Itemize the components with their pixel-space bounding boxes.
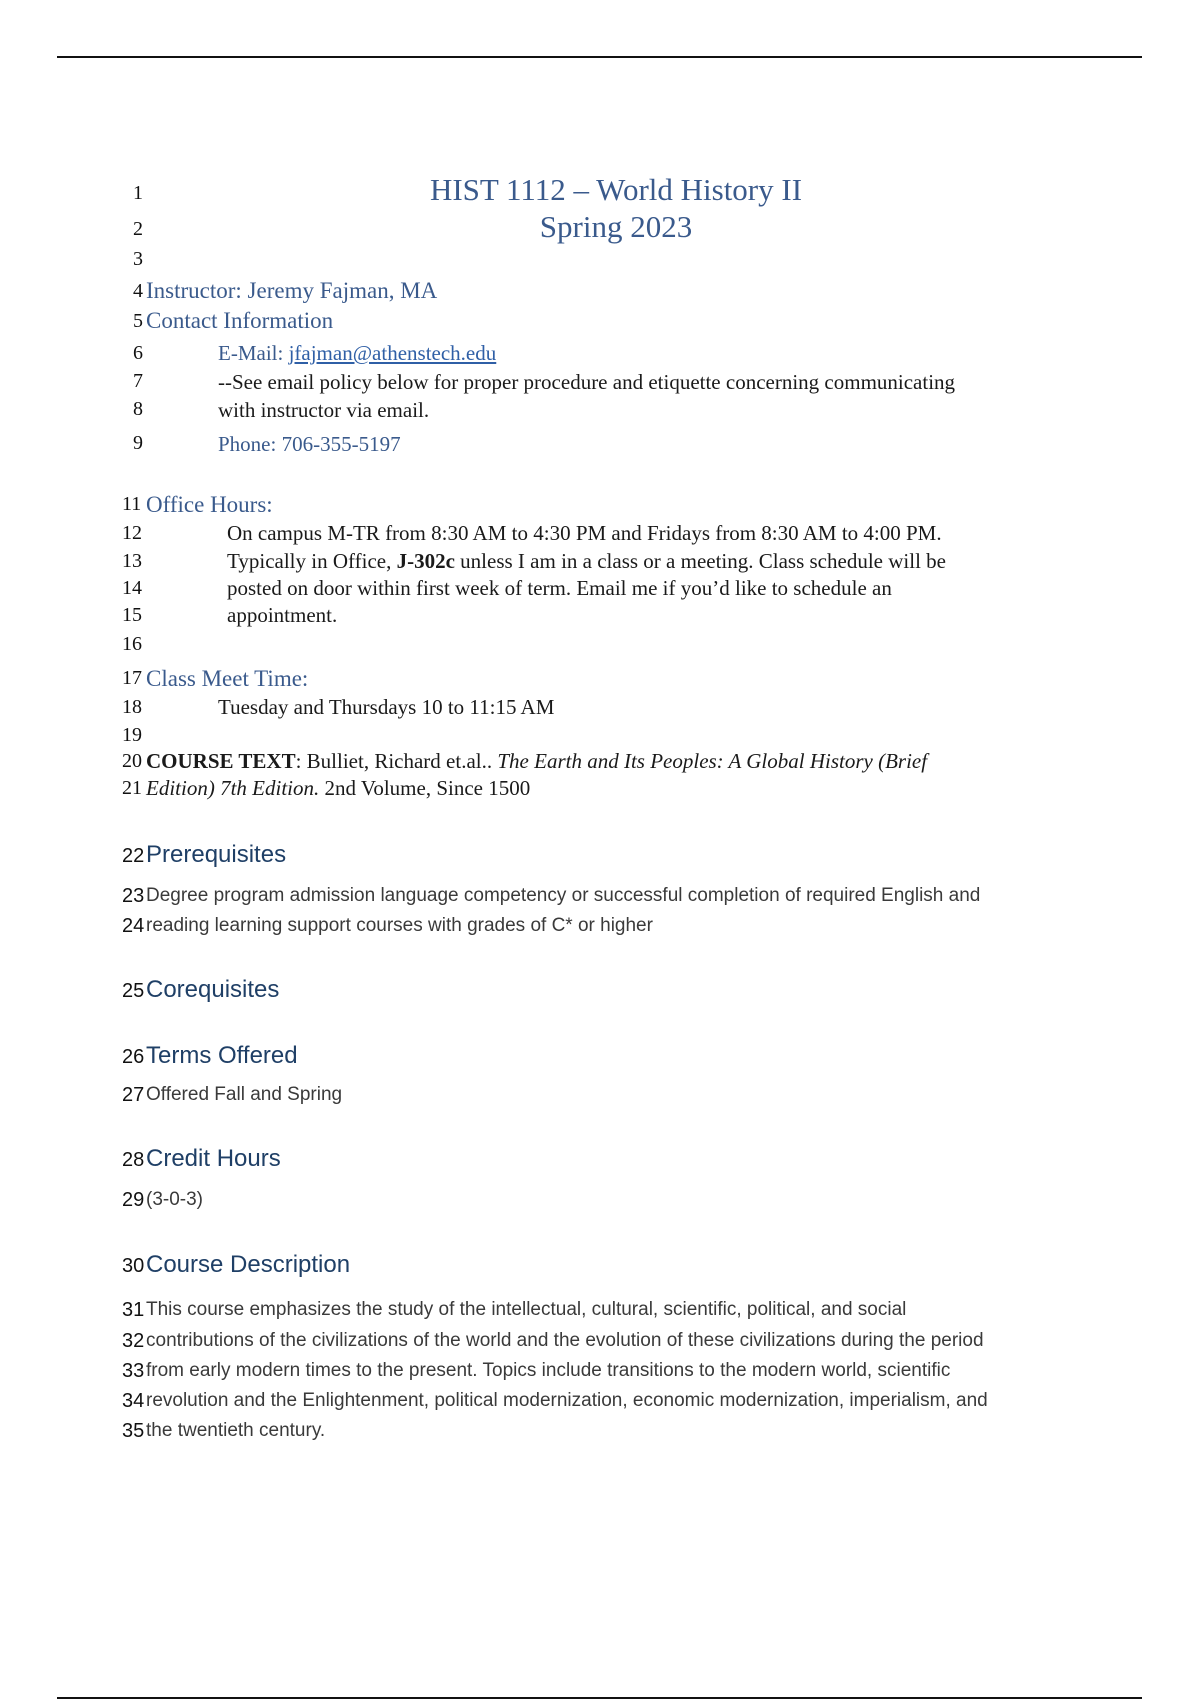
office-hours-heading: Office Hours: xyxy=(146,492,273,517)
course-description-heading: Course Description xyxy=(146,1251,351,1278)
line-number: 7 xyxy=(133,370,143,392)
line-number: 21 xyxy=(122,777,142,799)
bottom-rule xyxy=(57,1697,1142,1699)
email-note: --See email policy below for proper procedure and etiquette concerning communicating xyxy=(218,370,956,394)
line-number: 17 xyxy=(122,667,142,689)
office-hours-text: posted on door within first week of term. Email me if you’d like to schedule an xyxy=(227,576,892,600)
line-number: 15 xyxy=(122,604,142,626)
course-description-text: the twentieth century. xyxy=(146,1420,326,1441)
office-room: J-302c xyxy=(396,549,455,573)
terms-offered-heading: Terms Offered xyxy=(146,1042,298,1069)
course-description-text: from early modern times to the present. Topics include transitions to the modern world, scientific xyxy=(146,1360,951,1381)
line-number: 9 xyxy=(133,432,143,454)
line-number: 1 xyxy=(133,182,143,204)
corequisites-heading: Corequisites xyxy=(146,976,280,1003)
line-number: 28 xyxy=(122,1149,145,1171)
contact-heading: Contact Information xyxy=(146,308,334,333)
page-title: HIST 1112 – World History II xyxy=(429,172,803,207)
course-description-text: contributions of the civilizations of the world and the evolution of these civilizations during the period xyxy=(146,1330,984,1351)
line-number: 30 xyxy=(122,1255,145,1277)
line-number: 11 xyxy=(122,493,142,515)
course-description-text: This course emphasizes the study of the intellectual, cultural, scientific, political, and social xyxy=(146,1299,907,1320)
top-rule xyxy=(57,56,1142,58)
line-number: 23 xyxy=(122,885,145,907)
credit-hours-text: (3-0-3) xyxy=(146,1189,204,1210)
line-number: 20 xyxy=(122,750,142,772)
class-meet-heading: Class Meet Time: xyxy=(146,666,309,691)
terms-offered-text: Offered Fall and Spring xyxy=(146,1084,343,1105)
line-number: 5 xyxy=(133,310,143,332)
line-number: 35 xyxy=(122,1420,145,1442)
line-number: 19 xyxy=(122,724,142,746)
line-number: 26 xyxy=(122,1046,145,1068)
course-text-label: COURSE TEXT xyxy=(146,749,296,773)
office-hours-text: On campus M-TR from 8:30 AM to 4:30 PM and Fridays from 8:30 AM to 4:00 PM. xyxy=(227,521,942,545)
email-note: with instructor via email. xyxy=(218,398,430,422)
email-row xyxy=(218,343,496,364)
instructor-line: Instructor: Jeremy Fajman, MA xyxy=(146,278,438,303)
line-number: 16 xyxy=(122,633,142,655)
course-text-line xyxy=(146,778,530,799)
line-number: 29 xyxy=(122,1189,145,1211)
email-label: E-Mail: xyxy=(218,341,284,365)
line-number: 13 xyxy=(122,550,142,572)
line-number: 24 xyxy=(122,915,145,937)
office-hours-text: appointment. xyxy=(227,603,338,627)
office-hours-text: Typically in Office, J-302c unless I am in a class or a meeting. Class schedule will be xyxy=(227,549,946,573)
line-number: 3 xyxy=(133,248,143,270)
phone-number: 706-355-5197 xyxy=(281,432,401,456)
line-number: 34 xyxy=(122,1390,145,1412)
book-edition: Edition) 7th Edition. xyxy=(146,776,320,800)
line-number: 4 xyxy=(133,280,143,302)
page-subtitle: Spring 2023 xyxy=(539,209,693,244)
line-number: 33 xyxy=(122,1360,145,1382)
book-volume: 2nd Volume, Since 1500 xyxy=(324,776,531,800)
line-number: 8 xyxy=(133,398,143,420)
line-number: 6 xyxy=(133,342,143,364)
course-text-line: COURSE TEXT: Bulliet, Richard et.al.. The Earth and Its Peoples: A Global History (Brief xyxy=(146,749,928,773)
class-meet-time: Tuesday and Thursdays 10 to 11:15 AM xyxy=(218,695,555,719)
prerequisites-text: reading learning support courses with grades of C* or higher xyxy=(146,915,653,936)
line-number: 12 xyxy=(122,522,142,544)
credit-hours-heading: Credit Hours xyxy=(146,1145,281,1172)
line-number: 2 xyxy=(133,218,143,240)
course-description-text: revolution and the Enlightenment, political modernization, economic modernization, imperialism, and xyxy=(146,1390,988,1411)
prerequisites-text: Degree program admission language competency or successful completion of required English and xyxy=(146,885,981,906)
phone-label: Phone: xyxy=(218,432,277,456)
line-number: 27 xyxy=(122,1084,145,1106)
email-link[interactable]: jfajman@athenstech.edu xyxy=(288,341,497,365)
line-number: 25 xyxy=(122,980,145,1002)
book-title: The Earth and Its Peoples: A Global History (Brief xyxy=(497,749,928,773)
line-number: 14 xyxy=(122,577,142,599)
prerequisites-heading: Prerequisites xyxy=(146,841,287,868)
line-number: 32 xyxy=(122,1330,145,1352)
phone-row xyxy=(218,434,401,455)
line-number: 18 xyxy=(122,696,142,718)
line-number: 22 xyxy=(122,845,145,867)
line-number: 31 xyxy=(122,1299,145,1321)
